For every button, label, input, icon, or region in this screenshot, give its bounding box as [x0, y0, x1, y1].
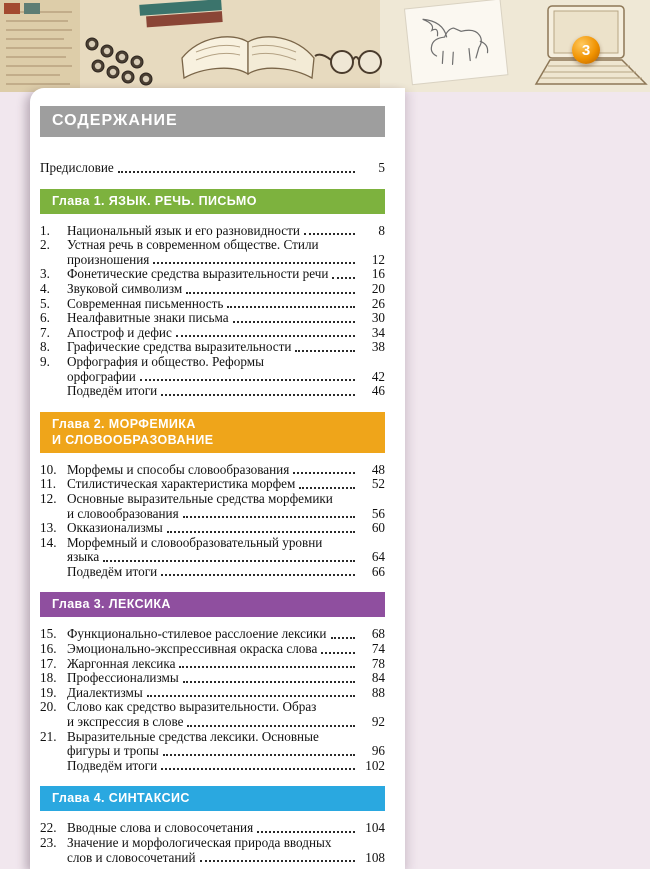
- entry-title: Окказионализмы: [67, 520, 163, 536]
- entry-line: [67, 253, 385, 268]
- toc-entry: [40, 521, 385, 536]
- toc-entry: [40, 836, 385, 865]
- entry-page: 68: [371, 626, 385, 642]
- entry-text: [67, 282, 385, 297]
- chapter-header: [40, 412, 385, 453]
- entry-line: [67, 282, 385, 297]
- entry-text: [67, 267, 385, 282]
- entry-text: [67, 297, 385, 312]
- dot-leader: [321, 652, 355, 654]
- dot-leader: [183, 516, 355, 518]
- entry-page: 108: [365, 849, 385, 865]
- dot-leader: [161, 768, 355, 770]
- entry-text: [67, 700, 385, 729]
- entry-line: [67, 521, 385, 536]
- entry-title: произношения: [67, 251, 150, 267]
- dot-leader: [183, 681, 355, 683]
- toc-entry: [40, 224, 385, 239]
- entry-page: 12: [371, 251, 385, 267]
- entry-page: 20: [371, 280, 385, 296]
- entry-number: 9.: [40, 353, 50, 369]
- entry-line: [67, 759, 385, 774]
- entry-line: [67, 384, 385, 399]
- toc-entry: [40, 463, 385, 478]
- entry-number: 20.: [40, 699, 57, 715]
- toc-entry: [40, 477, 385, 492]
- toc-entry: [40, 759, 385, 774]
- entry-number: 15.: [40, 626, 57, 642]
- entry-page: 74: [371, 641, 385, 657]
- entry-title: языка: [67, 549, 100, 565]
- entry-title: Функционально-стилевое расслоение лексики: [67, 626, 327, 642]
- entry-text: [67, 224, 385, 239]
- entry-title: Подведём итоги: [67, 383, 158, 399]
- entry-text: [67, 536, 385, 565]
- entry-number: 7.: [40, 324, 50, 340]
- entry-title: Неалфавитные знаки письма: [67, 310, 229, 326]
- entry-line: Морфемный и словообразовательный уровни: [67, 534, 323, 550]
- dot-leader: [200, 860, 355, 862]
- entry-page: 52: [371, 476, 385, 492]
- entry-text: [67, 340, 385, 355]
- entry-number: 1.: [40, 222, 50, 238]
- entry-number: 19.: [40, 684, 57, 700]
- toc-entry: [40, 340, 385, 355]
- entry-title: Фонетические средства выразительности речи: [67, 266, 329, 282]
- toc-entry: [40, 627, 385, 642]
- chapter-header: [40, 786, 385, 811]
- dot-leader: [331, 637, 356, 639]
- entry-text: [67, 686, 385, 701]
- entry-line: [67, 565, 385, 580]
- entry-line: [67, 642, 385, 657]
- entry-page: 64: [371, 549, 385, 565]
- entry-line: [67, 657, 385, 672]
- toc-entry: [40, 492, 385, 521]
- entry-title: Предисловие: [40, 160, 114, 175]
- dot-leader: [295, 350, 355, 352]
- entry-page: 42: [371, 368, 385, 384]
- toc-entry: [40, 536, 385, 565]
- entry-number: 17.: [40, 655, 57, 671]
- entry-number: 8.: [40, 339, 50, 355]
- entry-title: Звуковой символизм: [67, 280, 183, 296]
- entry-number: 10.: [40, 461, 57, 477]
- entry-page: 48: [371, 461, 385, 477]
- dot-leader: [186, 292, 355, 294]
- toc-entry: [40, 384, 385, 399]
- entry-text: [67, 836, 385, 865]
- entry-page: 78: [371, 655, 385, 671]
- toc-title: СОДЕРЖАНИЕ: [40, 106, 385, 137]
- entry-page: 84: [371, 670, 385, 686]
- dot-leader: [161, 394, 355, 396]
- entry-page: 16: [371, 266, 385, 282]
- entry-number: [40, 759, 67, 774]
- entry-title: Национальный язык и его разновидности: [67, 222, 300, 238]
- entry-number: 4.: [40, 280, 50, 296]
- chapter-header-line: И СЛОВООБРАЗОВАНИЕ: [52, 432, 214, 447]
- entry-page: 92: [371, 714, 385, 730]
- dot-leader: [103, 560, 355, 562]
- entry-title: слов и словосочетаний: [67, 849, 196, 865]
- entry-page: 38: [371, 339, 385, 355]
- toc-entry: [40, 657, 385, 672]
- toc-entry: [40, 686, 385, 701]
- entry-number: 3.: [40, 266, 50, 282]
- dot-leader: [293, 472, 355, 474]
- entry-line: [67, 507, 385, 522]
- entry-number: 13.: [40, 520, 57, 536]
- toc-body: [40, 161, 385, 865]
- entry-title: Стилистическая характеристика морфем: [67, 476, 296, 492]
- entry-text: [67, 759, 385, 774]
- pegasus-sketch: [404, 0, 507, 85]
- dot-leader: [153, 262, 355, 264]
- entry-number: 11.: [40, 476, 56, 492]
- entry-title: Эмоционально-экспрессивная окраска слова: [67, 641, 318, 657]
- dot-leader: [140, 379, 355, 381]
- entry-title: и экспрессия в слове: [67, 714, 184, 730]
- entry-line: [67, 463, 385, 478]
- entry-text: [67, 642, 385, 657]
- entry-title: и словообразования: [67, 505, 179, 521]
- entry-number: 22.: [40, 820, 57, 836]
- entry-page: 34: [371, 324, 385, 340]
- entry-text: [67, 521, 385, 536]
- entry-text: [67, 657, 385, 672]
- entry-title: Жаргонная лексика: [67, 655, 176, 671]
- entry-line: Орфография и общество. Реформы: [67, 353, 264, 369]
- entry-text: [67, 355, 385, 384]
- entry-page: 26: [371, 295, 385, 311]
- entry-line: [67, 715, 385, 730]
- entry-page: 60: [371, 520, 385, 536]
- entry-line: [67, 340, 385, 355]
- header-collage: [0, 0, 650, 92]
- chapter-header-line: Глава 2. МОРФЕМИКА: [52, 416, 196, 431]
- entry-line: [67, 686, 385, 701]
- entry-title: орфографии: [67, 368, 136, 384]
- dot-leader: [161, 574, 355, 576]
- entry-text: [67, 730, 385, 759]
- entry-page: 8: [378, 222, 385, 238]
- entry-number: 2.: [40, 237, 50, 253]
- entry-text: [67, 671, 385, 686]
- chapter-header-line: Глава 1. ЯЗЫК. РЕЧЬ. ПИСЬМО: [52, 193, 257, 208]
- entry-line: [67, 744, 385, 759]
- dot-leader: [163, 754, 355, 756]
- entry-line: Основные выразительные средства морфемики: [67, 490, 333, 506]
- toc-entry: [40, 730, 385, 759]
- entry-page: 66: [371, 563, 385, 579]
- dot-leader: [299, 487, 355, 489]
- entry-line: [67, 297, 385, 312]
- entry-title: Профессионализмы: [67, 670, 179, 686]
- entry-text: [67, 627, 385, 642]
- entry-title: фигуры и тропы: [67, 743, 159, 759]
- entry-line: [67, 370, 385, 385]
- toc-entry: [40, 821, 385, 836]
- entry-text: [67, 326, 385, 341]
- entry-line: [67, 627, 385, 642]
- toc-entry: [40, 297, 385, 312]
- toc-entry: [40, 311, 385, 326]
- chapter-header: [40, 189, 385, 214]
- toc-entry: [40, 238, 385, 267]
- entry-text: [67, 477, 385, 492]
- entry-title: Вводные слова и словосочетания: [67, 820, 254, 836]
- entry-line: [67, 550, 385, 565]
- entry-number: 5.: [40, 295, 50, 311]
- dot-leader: [227, 306, 355, 308]
- entry-page: 88: [371, 684, 385, 700]
- entry-number: [40, 565, 67, 580]
- toc-entry: [40, 642, 385, 657]
- entry-line: [67, 224, 385, 239]
- entry-line: [40, 161, 385, 176]
- entry-title: Апостроф и дефис: [67, 324, 172, 340]
- entry-title: Графические средства выразительности: [67, 339, 292, 355]
- entry-number: 12.: [40, 490, 57, 506]
- entry-title: Подведём итоги: [67, 563, 158, 579]
- entry-number: 16.: [40, 641, 57, 657]
- toc-entry: [40, 700, 385, 729]
- entry-text: [67, 384, 385, 399]
- toc-page: [30, 88, 405, 869]
- entry-number: 14.: [40, 534, 57, 550]
- chapter-header: [40, 592, 385, 617]
- entry-title: Морфемы и способы словообразования: [67, 461, 290, 477]
- toc-entry: [40, 267, 385, 282]
- entry-title: Диалектизмы: [67, 684, 143, 700]
- dot-leader: [304, 233, 355, 235]
- entry-page: 56: [371, 505, 385, 521]
- dot-leader: [118, 171, 355, 173]
- dot-leader: [257, 831, 355, 833]
- entry-number: 23.: [40, 835, 57, 850]
- entry-text: [67, 821, 385, 836]
- toc-entry: [40, 282, 385, 297]
- entry-title: Подведём итоги: [67, 757, 158, 773]
- entry-text: [67, 565, 385, 580]
- entry-line: Выразительные средства лексики. Основные: [67, 728, 319, 744]
- entry-number: 18.: [40, 670, 57, 686]
- entry-line: [67, 851, 385, 866]
- entry-line: [67, 311, 385, 326]
- toc-entry: [40, 671, 385, 686]
- entry-page: 104: [365, 820, 385, 836]
- entry-title: Современная письменность: [67, 295, 224, 311]
- entry-text: [67, 463, 385, 478]
- entry-number: 21.: [40, 728, 57, 744]
- entry-line: Устная речь в современном обществе. Стили: [67, 237, 319, 253]
- entry-page: 5: [378, 160, 385, 175]
- entry-line: [67, 477, 385, 492]
- letter-illustration: [0, 0, 80, 92]
- dot-leader: [147, 695, 355, 697]
- dot-leader: [187, 725, 355, 727]
- toc-entry: [40, 326, 385, 341]
- entry-line: [67, 267, 385, 282]
- dot-leader: [167, 531, 355, 533]
- dot-leader: [332, 277, 355, 279]
- entry-text: [67, 238, 385, 267]
- entry-line: Значение и морфологическая природа вводных: [67, 835, 332, 850]
- entry-text: [67, 311, 385, 326]
- entry-page: 46: [371, 383, 385, 399]
- entry-line: [67, 821, 385, 836]
- entry-page: 30: [371, 310, 385, 326]
- chapter-header-line: Глава 3. ЛЕКСИКА: [52, 597, 171, 612]
- toc-entry: [40, 161, 385, 176]
- entry-line: [67, 671, 385, 686]
- dot-leader: [179, 666, 355, 668]
- dot-leader: [176, 335, 355, 337]
- entry-line: [67, 326, 385, 341]
- collage-art: [0, 0, 650, 92]
- entry-text: [40, 161, 385, 176]
- dot-leader: [233, 321, 355, 323]
- entry-page: 102: [365, 757, 385, 773]
- entry-line: Слово как средство выразительности. Образ: [67, 699, 317, 715]
- toc-entry: [40, 355, 385, 384]
- chapter-header-line: Глава 4. СИНТАКСИС: [52, 791, 190, 806]
- entry-number: [40, 384, 67, 399]
- entry-page: 96: [371, 743, 385, 759]
- toc-entry: [40, 565, 385, 580]
- entry-number: 6.: [40, 310, 50, 326]
- page-number-badge: 3: [572, 36, 600, 64]
- entry-text: [67, 492, 385, 521]
